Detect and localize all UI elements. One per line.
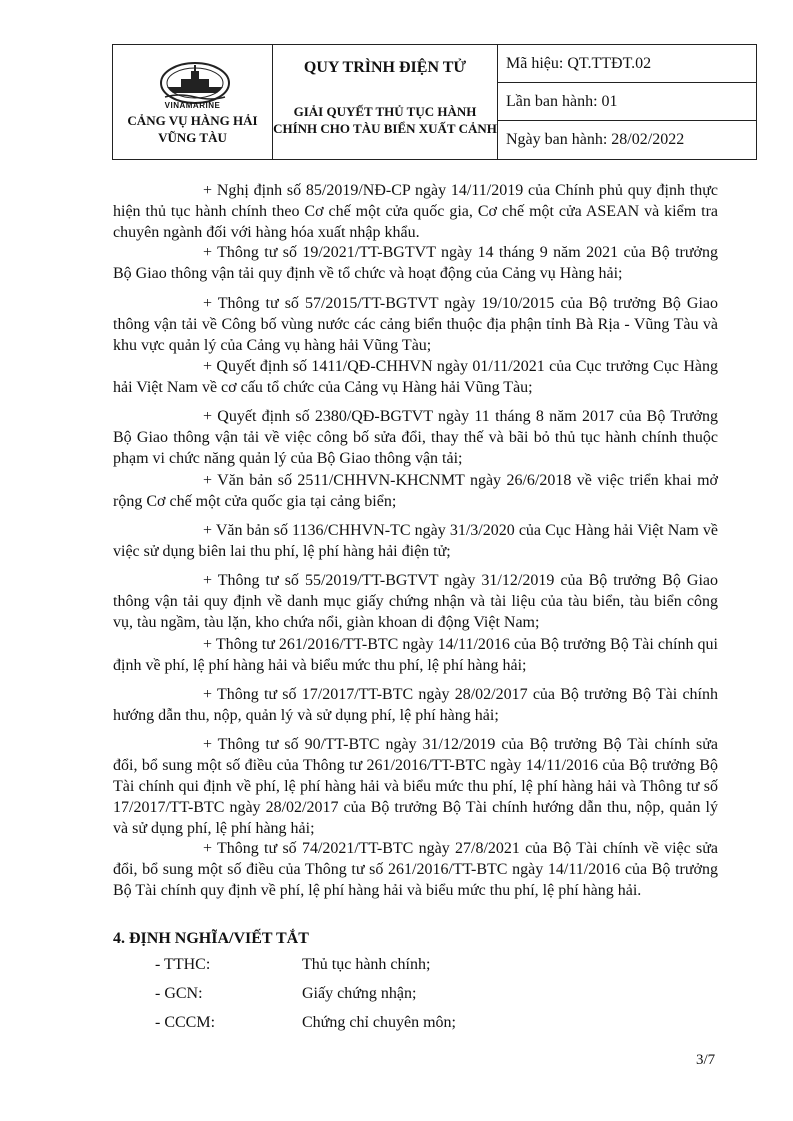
issue-number: Lần ban hành: 01	[498, 83, 756, 121]
org-name-line2: VŨNG TÀU	[158, 130, 227, 145]
abbreviation-key: - GCN:	[155, 985, 203, 1002]
legal-basis-item	[113, 242, 718, 284]
procedure-subtitle	[273, 103, 497, 137]
legal-basis-item	[113, 734, 718, 839]
issue-date: Ngày ban hành: 28/02/2022	[506, 131, 685, 148]
legal-basis-item	[113, 684, 718, 726]
paragraph-text: + Thông tư số 19/2021/TT-BGTVT ngày 14 tháng 9 năm 2021 của Bộ trưởng Bộ Giao thông vận tải quy định về tổ chức và hoạt động của Cảng vụ Hàng hải;	[113, 244, 718, 282]
paragraph-text: + Thông tư số 57/2015/TT-BGTVT ngày 19/10/2015 của Bộ trưởng Bộ Giao thông vận tải về Công bố vùng nước các cảng biển thuộc địa phận tỉnh Bà Rịa - Vũng Tàu và khu vực quản lý của Cảng vụ hàng hải Vũng Tàu;	[113, 295, 718, 354]
abbreviation-value: Giấy chứng nhận;	[302, 985, 417, 1002]
paragraph-text: + Thông tư số 90/TT-BTC ngày 31/12/2019 của Bộ trưởng Bộ Tài chính sửa đổi, bổ sung một số điều của Thông tư 261/2016/TT-BTC ngày 14/11/2016 của Bộ trưởng Bộ Tài chính qui định về phí, lệ phí hàng hải và biểu mức thu phí, lệ phí hàng hải và Thông tư số 17/2017/TT-BTC ngày 28/02/2017 của Bộ trưởng Bộ Tài chính hướng dẫn thu, nộp, quản lý và sử dụng phí, lệ phí hàng hải;	[113, 736, 718, 837]
abbreviation-key: - CCCM:	[155, 1014, 216, 1031]
legal-basis-item	[113, 520, 718, 562]
legal-basis-item	[113, 634, 718, 676]
org-name-line1: CẢNG VỤ HÀNG HẢI	[127, 113, 258, 128]
legal-basis-item	[113, 356, 718, 398]
meta-cell	[498, 45, 756, 159]
document-header	[112, 44, 757, 160]
section-heading: 4. ĐỊNH NGHĨA/VIẾT TẮT	[113, 930, 309, 947]
legal-basis-item	[113, 470, 718, 512]
procedure-title: QUY TRÌNH ĐIỆN TỬ	[303, 59, 467, 76]
subtitle-line1: GIẢI QUYẾT THỦ TỤC HÀNH	[293, 104, 477, 119]
document-code: Mã hiệu: QT.TTĐT.02	[498, 45, 756, 83]
abbreviation-value: Chứng chỉ chuyên môn;	[302, 1014, 456, 1031]
abbreviation-row	[155, 956, 555, 978]
abbreviation-value: Thủ tục hành chính;	[302, 956, 431, 973]
paragraph-text: + Thông tư số 74/2021/TT-BTC ngày 27/8/2021 của Bộ Tài chính về việc sửa đổi, bổ sung một số điều của Thông tư số 261/2016/TT-BTC ngày 14/11/2016 của Bộ trưởng Bộ Tài chính quy định về phí, lệ phí hàng hải và biểu mức thu phí, lệ phí hàng hải.	[113, 840, 718, 899]
abbreviation-key: - TTHC:	[155, 956, 211, 973]
legal-basis-item	[113, 293, 718, 356]
paragraph-text: + Quyết định số 1411/QĐ-CHHVN ngày 01/11/2021 của Cục trưởng Cục Hàng hải Việt Nam về cơ cấu tổ chức của Cảng vụ Hàng hải Vũng Tàu;	[113, 358, 718, 396]
paragraph-text: + Thông tư số 17/2017/TT-BTC ngày 28/02/2017 của Bộ trưởng Bộ Tài chính hướng dẫn thu, nộp, quản lý và sử dụng phí, lệ phí hàng hải;	[113, 686, 718, 724]
subtitle-line2: CHÍNH CHO TÀU BIỂN XUẤT CẢNH	[273, 121, 497, 136]
org-abbreviation: VINAMARINE	[164, 101, 221, 110]
paragraph-text: + Thông tư số 55/2019/TT-BGTVT ngày 31/12/2019 của Bộ trưởng Bộ Giao thông vận tải quy định về danh mục giấy chứng nhận và tài liệu của tàu biển, tàu biển công vụ, tàu ngầm, tàu lặn, kho chứa nổi, giàn khoan di động Việt Nam;	[113, 572, 718, 631]
paragraph-text: + Nghị định số 85/2019/NĐ-CP ngày 14/11/2019 của Chính phủ quy định thực hiện thủ tục hành chính theo Cơ chế một cửa quốc gia, Cơ chế một cửa ASEAN và kiểm tra chuyên ngành đối với hàng hóa xuất nhập khẩu.	[113, 182, 718, 241]
abbreviation-row	[155, 985, 555, 1007]
paragraph-text: + Thông tư 261/2016/TT-BTC ngày 14/11/2016 của Bộ trưởng Bộ Tài chính qui định về phí, lệ phí hàng hải và biểu mức thu phí, lệ phí hàng hải;	[113, 636, 718, 674]
page-number: 3/7	[696, 1052, 716, 1068]
legal-basis-item	[113, 838, 718, 901]
paragraph-text: + Quyết định số 2380/QĐ-BGTVT ngày 11 tháng 8 năm 2017 của Bộ Trưởng Bộ Giao thông vận tải về việc công bố sửa đổi, thay thế và bãi bỏ thủ tục hành chính thuộc phạm vi chức năng quản lý của Bộ Giao thông vận tải;	[113, 408, 718, 467]
legal-basis-item	[113, 180, 718, 243]
paragraph-text: + Văn bản số 1136/CHHVN-TC ngày 31/3/2020 của Cục Hàng hải Việt Nam về việc sử dụng biên lai thu phí, lệ phí hàng hải điện tử;	[113, 522, 718, 560]
paragraph-text: + Văn bản số 2511/CHHVN-KHCNMT ngày 26/6/2018 về việc triển khai mở rộng Cơ chế một cửa quốc gia tại cảng biển;	[113, 472, 718, 510]
legal-basis-item	[113, 406, 718, 469]
legal-basis-item	[113, 570, 718, 633]
abbreviation-row	[155, 1014, 555, 1036]
organization-cell	[113, 45, 273, 159]
title-cell	[273, 45, 498, 159]
